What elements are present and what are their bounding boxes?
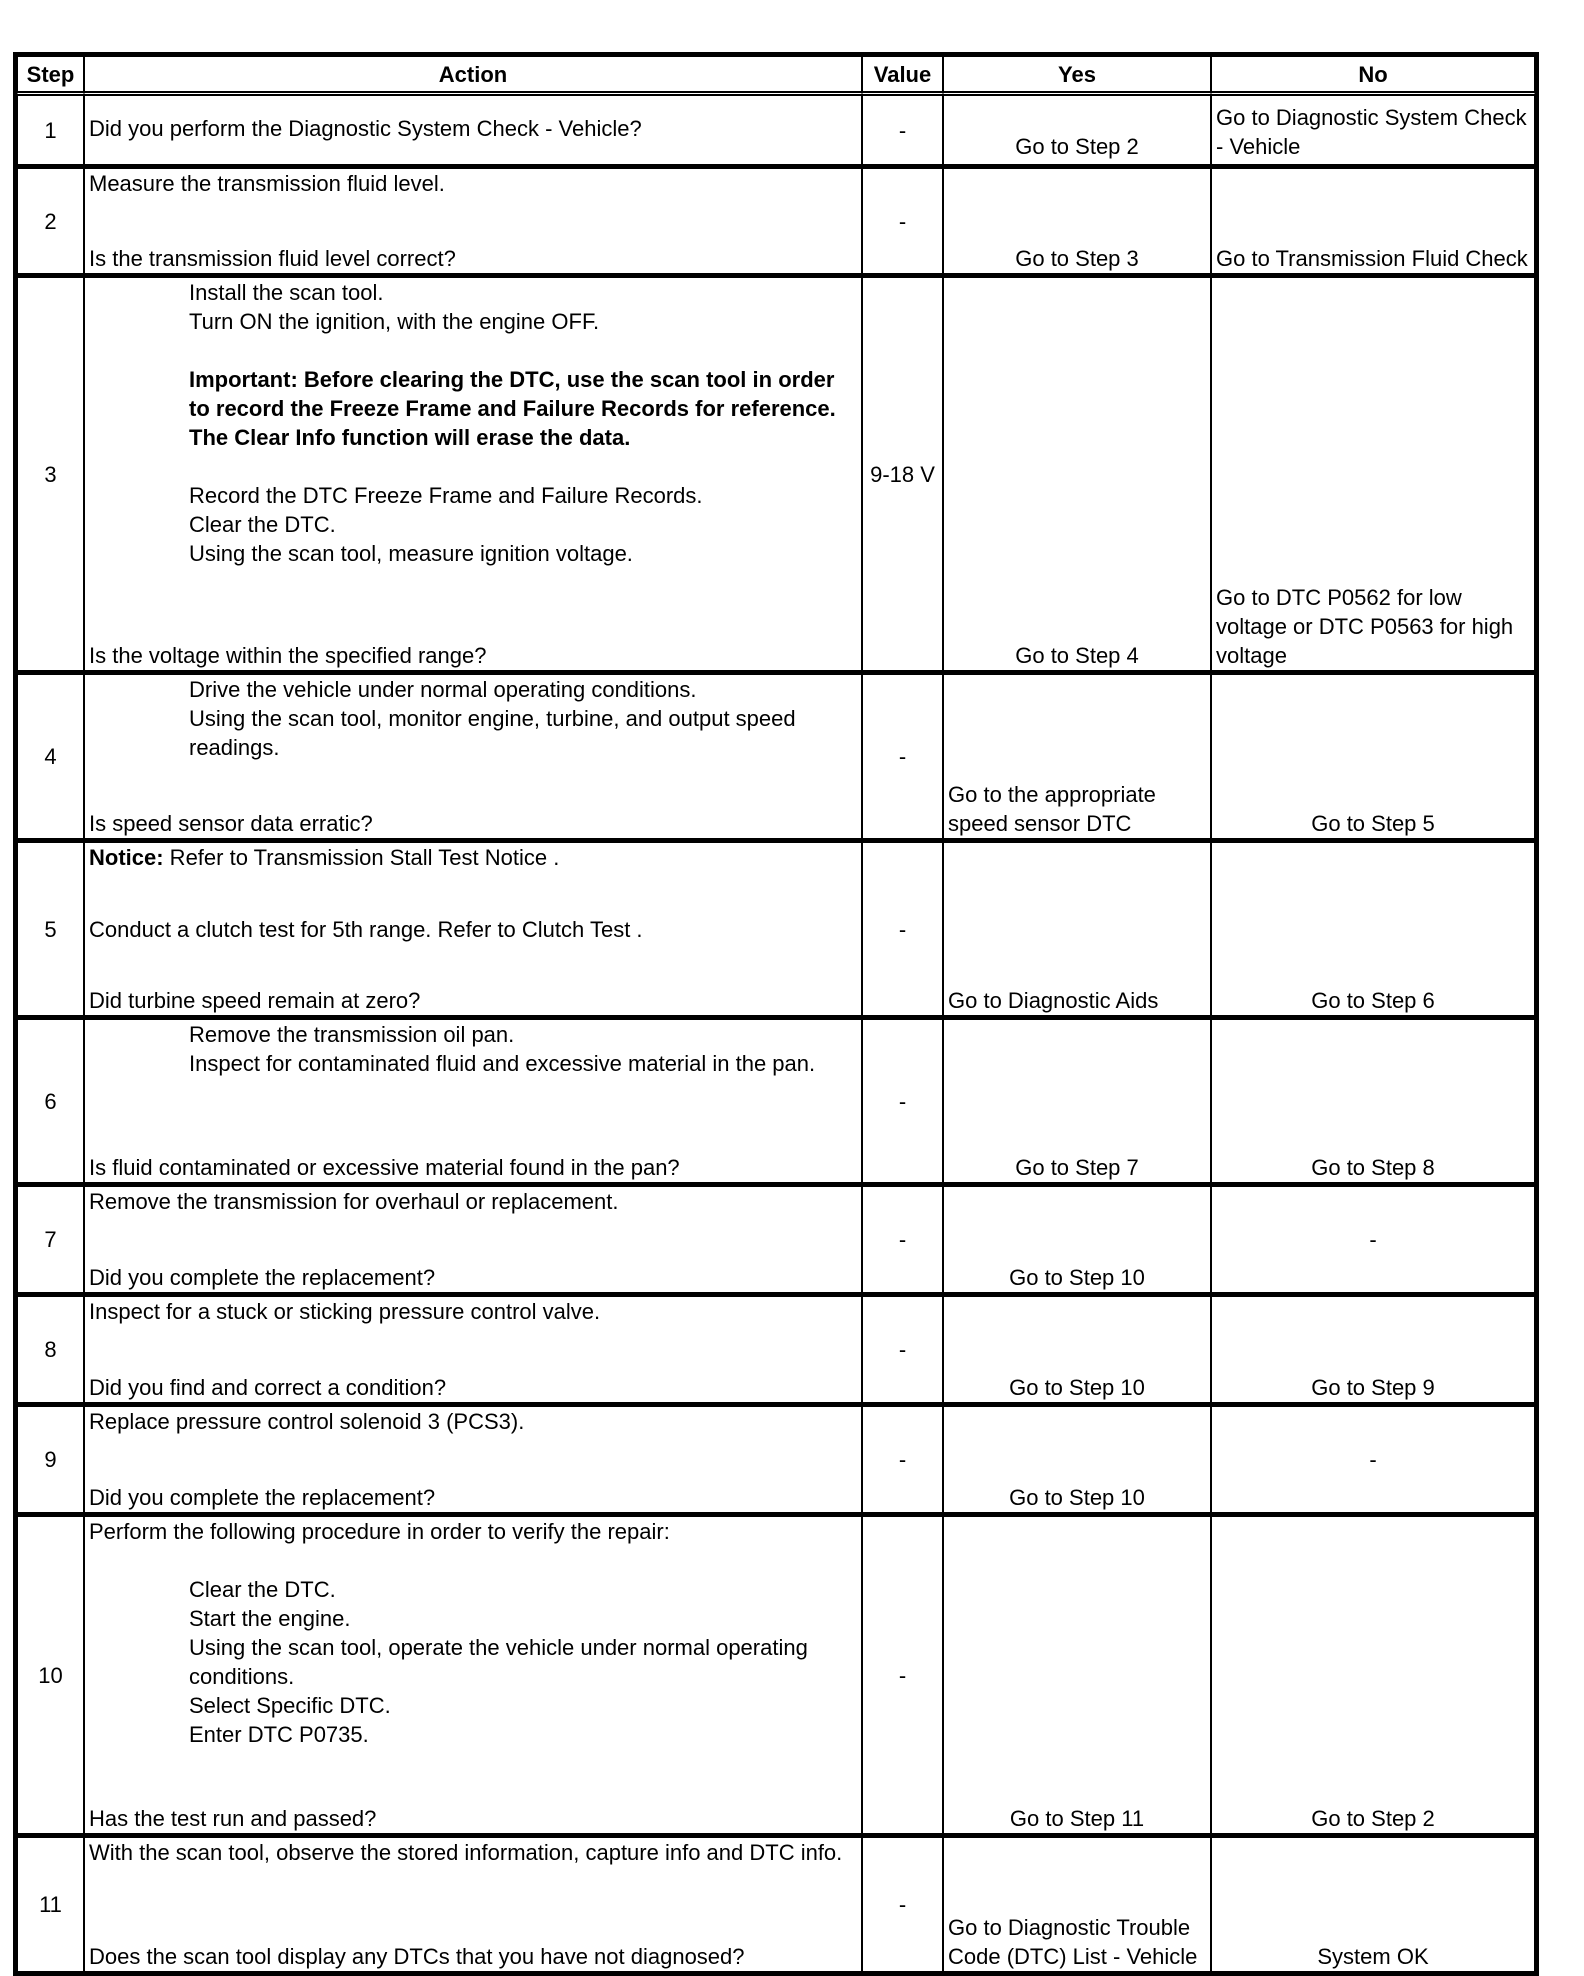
no-cell xyxy=(1211,1293,1535,1403)
no-result-link[interactable]: Go to Diagnostic System Check - Vehicle xyxy=(1216,105,1527,159)
action-cell xyxy=(84,1016,862,1183)
action-text: With the scan tool, observe the stored information, capture info and DTC info. xyxy=(89,1840,843,1865)
action-line xyxy=(89,704,857,762)
step-number: 3 xyxy=(17,274,84,671)
table-row xyxy=(17,165,1535,274)
header-action: Action xyxy=(84,56,862,96)
no-content xyxy=(1216,1020,1530,1182)
step-number: 4 xyxy=(17,671,84,839)
header-yes: Yes xyxy=(943,56,1211,96)
yes-result-link[interactable]: Go to Step 7 xyxy=(1015,1155,1139,1180)
yes-cell xyxy=(943,1183,1211,1293)
action-line xyxy=(89,278,857,307)
action-line: Conduct a clutch test for 5th range. Refer to Clutch Test . xyxy=(89,916,643,942)
action-content xyxy=(89,1297,857,1402)
no-cell xyxy=(1211,1183,1535,1293)
action-line xyxy=(89,675,857,704)
action-question: Does the scan tool display any DTCs that you have not diagnosed? xyxy=(89,1944,745,1969)
no-result-link[interactable]: Go to Step 6 xyxy=(1311,988,1435,1013)
no-content xyxy=(1216,169,1530,273)
action-content xyxy=(89,843,857,1015)
yes-cell xyxy=(943,839,1211,1016)
action-cell xyxy=(84,1834,862,1972)
yes-cell xyxy=(943,1834,1211,1972)
action-text: Install the scan tool. xyxy=(189,280,384,305)
table-row xyxy=(17,1293,1535,1403)
no-result-link[interactable]: Go to Step 9 xyxy=(1311,1375,1435,1400)
yes-cell xyxy=(943,1293,1211,1403)
yes-content xyxy=(948,843,1206,1015)
yes-result-link[interactable]: Go to Step 10 xyxy=(1009,1485,1145,1510)
action-text: Turn ON the ignition, with the engine OFF. xyxy=(189,309,600,334)
action-line xyxy=(89,1575,857,1604)
header-row xyxy=(17,56,1535,96)
no-result-link[interactable]: System OK xyxy=(1317,1944,1429,1969)
yes-result-link[interactable]: Go to Step 10 xyxy=(1009,1265,1145,1290)
action-steps xyxy=(89,843,857,872)
action-text: Clear the DTC. xyxy=(189,1577,336,1602)
action-text: Drive the vehicle under normal operating conditions. xyxy=(189,677,697,702)
table-row xyxy=(17,1016,1535,1183)
action-line xyxy=(89,1633,857,1691)
no-result-link[interactable]: Go to Transmission Fluid Check xyxy=(1216,246,1528,271)
action-line xyxy=(89,510,857,539)
action-cell xyxy=(84,96,862,165)
yes-content xyxy=(948,278,1206,670)
yes-cell xyxy=(943,274,1211,671)
table-row xyxy=(17,1403,1535,1513)
step-number: 11 xyxy=(17,1834,84,1972)
notice-label: Notice: xyxy=(89,845,164,870)
yes-cell xyxy=(943,96,1211,165)
no-result-link[interactable]: - xyxy=(1369,1447,1377,1472)
step-number: 10 xyxy=(17,1513,84,1834)
yes-content xyxy=(948,1187,1206,1292)
action-steps xyxy=(89,675,857,762)
yes-content xyxy=(948,1297,1206,1402)
action-cell xyxy=(84,671,862,839)
action-steps xyxy=(89,278,857,568)
action-content xyxy=(89,1838,857,1971)
action-steps xyxy=(89,1838,857,1867)
no-cell xyxy=(1211,165,1535,274)
action-line xyxy=(89,1049,857,1078)
action-cell xyxy=(84,1403,862,1513)
yes-content xyxy=(948,96,1206,161)
value-cell: - xyxy=(862,671,943,839)
value-cell: - xyxy=(862,165,943,274)
yes-cell xyxy=(943,1016,1211,1183)
yes-content xyxy=(948,1517,1206,1833)
action-line xyxy=(89,1517,857,1546)
action-cell xyxy=(84,274,862,671)
action-steps xyxy=(89,169,857,198)
no-result-link[interactable]: Go to DTC P0562 for low voltage or DTC P0563 for high voltage xyxy=(1216,585,1514,668)
no-cell xyxy=(1211,96,1535,165)
yes-content xyxy=(948,675,1206,838)
action-content xyxy=(89,96,857,161)
no-content xyxy=(1216,1838,1530,1971)
no-content xyxy=(1216,1407,1530,1512)
no-result-link[interactable]: Go to Step 5 xyxy=(1311,811,1435,836)
action-text: Using the scan tool, operate the vehicle under normal operating conditions. xyxy=(189,1635,808,1689)
value-cell: - xyxy=(862,1016,943,1183)
action-line xyxy=(89,1604,857,1633)
yes-result-link[interactable]: Go to Step 4 xyxy=(1015,643,1139,668)
value-cell: - xyxy=(862,1834,943,1972)
action-question: Is the transmission fluid level correct? xyxy=(89,246,456,271)
no-result-link[interactable]: - xyxy=(1369,1227,1377,1252)
yes-content xyxy=(948,1838,1206,1971)
action-steps xyxy=(89,1517,857,1749)
no-cell xyxy=(1211,1834,1535,1972)
step-number: 8 xyxy=(17,1293,84,1403)
action-text: Inspect for contaminated fluid and excessive material in the pan. xyxy=(189,1051,816,1076)
no-cell xyxy=(1211,1513,1535,1834)
yes-result-link[interactable]: Go to Step 10 xyxy=(1009,1375,1145,1400)
blank-line xyxy=(89,452,857,481)
no-cell xyxy=(1211,1016,1535,1183)
action-question: Did you find and correct a condition? xyxy=(89,1375,447,1400)
yes-result-link[interactable]: Go to Step 2 xyxy=(1015,134,1139,159)
action-text: Select Specific DTC. xyxy=(189,1693,391,1718)
table-row xyxy=(17,1834,1535,1972)
blank-line xyxy=(89,336,857,365)
value-cell: - xyxy=(862,1513,943,1834)
no-content xyxy=(1216,675,1530,838)
action-text: Using the scan tool, measure ignition voltage. xyxy=(189,541,633,566)
no-content xyxy=(1216,278,1530,670)
yes-result-link[interactable]: Go to Diagnostic Trouble Code (DTC) List - Vehicle xyxy=(948,1915,1198,1969)
yes-result-link[interactable]: Go to Step 11 xyxy=(1009,1806,1145,1831)
action-text: Start the engine. xyxy=(189,1606,351,1631)
action-text: Using the scan tool, monitor engine, turbine, and output speed readings. xyxy=(189,706,796,760)
diagnostic-table xyxy=(13,52,1539,1976)
table-row xyxy=(17,839,1535,1016)
action-text: Remove the transmission oil pan. xyxy=(189,1022,515,1047)
no-cell xyxy=(1211,274,1535,671)
action-line xyxy=(89,1720,857,1749)
action-line xyxy=(89,1297,857,1326)
no-cell xyxy=(1211,671,1535,839)
action-content xyxy=(89,169,857,273)
no-result-link[interactable]: Go to Step 8 xyxy=(1311,1155,1435,1180)
step-number: 9 xyxy=(17,1403,84,1513)
no-content xyxy=(1216,843,1530,1015)
yes-cell xyxy=(943,1513,1211,1834)
yes-result-link[interactable]: Go to Diagnostic Aids xyxy=(948,988,1159,1013)
table-row xyxy=(17,96,1535,165)
action-line xyxy=(89,307,857,336)
action-content xyxy=(89,1517,857,1833)
action-text: Clear the DTC. xyxy=(189,512,336,537)
no-cell xyxy=(1211,839,1535,1016)
action-cell xyxy=(84,839,862,1016)
action-question: Did turbine speed remain at zero? xyxy=(89,988,421,1013)
header-value: Value xyxy=(862,56,943,96)
action-text: Enter DTC P0735. xyxy=(189,1722,369,1747)
action-content xyxy=(89,1187,857,1292)
action-question: Has the test run and passed? xyxy=(89,1806,377,1831)
action-line xyxy=(89,1691,857,1720)
action-question: Did you complete the replacement? xyxy=(89,1265,436,1290)
no-content xyxy=(1216,1187,1530,1292)
action-question: Did you complete the replacement? xyxy=(89,1485,436,1510)
action-text: Inspect for a stuck or sticking pressure control valve. xyxy=(89,1299,601,1324)
action-content xyxy=(89,675,857,838)
action-content xyxy=(89,278,857,670)
action-line xyxy=(89,1838,857,1867)
action-steps xyxy=(89,1020,857,1078)
action-text: Perform the following procedure in order to verify the repair: xyxy=(89,1519,670,1544)
value-cell: - xyxy=(862,1403,943,1513)
no-cell xyxy=(1211,1403,1535,1513)
action-text: Important: Before clearing the DTC, use the scan tool in order to record the Freeze Frame and Failure Records for reference. The Clear Info function will erase the data. xyxy=(189,367,836,450)
header-step: Step xyxy=(17,56,84,96)
action-cell xyxy=(84,1293,862,1403)
action-text: Replace pressure control solenoid 3 (PCS3). xyxy=(89,1409,525,1434)
action-line xyxy=(89,169,857,198)
action-line xyxy=(89,539,857,568)
no-content xyxy=(1216,1297,1530,1402)
action-text: Record the DTC Freeze Frame and Failure Records. xyxy=(189,483,703,508)
yes-content xyxy=(948,1407,1206,1512)
no-content xyxy=(1216,1517,1530,1833)
action-line xyxy=(89,843,857,872)
action-steps xyxy=(89,1407,857,1436)
table-row xyxy=(17,1183,1535,1293)
action-content xyxy=(89,1407,857,1512)
important-note xyxy=(89,365,857,452)
step-number: 7 xyxy=(17,1183,84,1293)
step-number: 5 xyxy=(17,839,84,1016)
yes-result-link[interactable]: Go to Step 3 xyxy=(1015,246,1139,271)
action-line xyxy=(89,1187,857,1216)
step-number: 1 xyxy=(17,96,84,165)
header-no: No xyxy=(1211,56,1535,96)
action-cell xyxy=(84,1513,862,1834)
action-text: Remove the transmission for overhaul or replacement. xyxy=(89,1189,619,1214)
action-content xyxy=(89,1020,857,1182)
action-question: Did you perform the Diagnostic System Check - Vehicle? xyxy=(89,116,642,141)
value-cell: - xyxy=(862,839,943,1016)
action-line xyxy=(89,481,857,510)
yes-cell xyxy=(943,671,1211,839)
value-cell: - xyxy=(862,1293,943,1403)
yes-content xyxy=(948,169,1206,273)
value-cell: - xyxy=(862,1183,943,1293)
action-text: Refer to Transmission Stall Test Notice . xyxy=(163,845,560,870)
action-text: Measure the transmission fluid level. xyxy=(89,171,445,196)
action-cell xyxy=(84,165,862,274)
table-row xyxy=(17,274,1535,671)
yes-content xyxy=(948,1020,1206,1182)
action-line xyxy=(89,1020,857,1049)
table-row xyxy=(17,1513,1535,1834)
action-steps xyxy=(89,1297,857,1326)
yes-cell xyxy=(943,165,1211,274)
action-question: Is speed sensor data erratic? xyxy=(89,811,373,836)
action-steps xyxy=(89,1187,857,1216)
action-line xyxy=(89,1407,857,1436)
no-content xyxy=(1216,96,1530,161)
yes-cell xyxy=(943,1403,1211,1513)
action-cell xyxy=(84,1183,862,1293)
action-question: Is the voltage within the specified range? xyxy=(89,643,487,668)
no-result-link[interactable]: Go to Step 2 xyxy=(1311,1806,1435,1831)
step-number: 2 xyxy=(17,165,84,274)
yes-result-link[interactable]: Go to the appropriate speed sensor DTC xyxy=(948,782,1156,836)
step-number: 6 xyxy=(17,1016,84,1183)
value-cell: - xyxy=(862,96,943,165)
value-cell: 9-18 V xyxy=(862,274,943,671)
blank-line xyxy=(89,1546,857,1575)
action-question: Is fluid contaminated or excessive material found in the pan? xyxy=(89,1155,680,1180)
table-row xyxy=(17,671,1535,839)
